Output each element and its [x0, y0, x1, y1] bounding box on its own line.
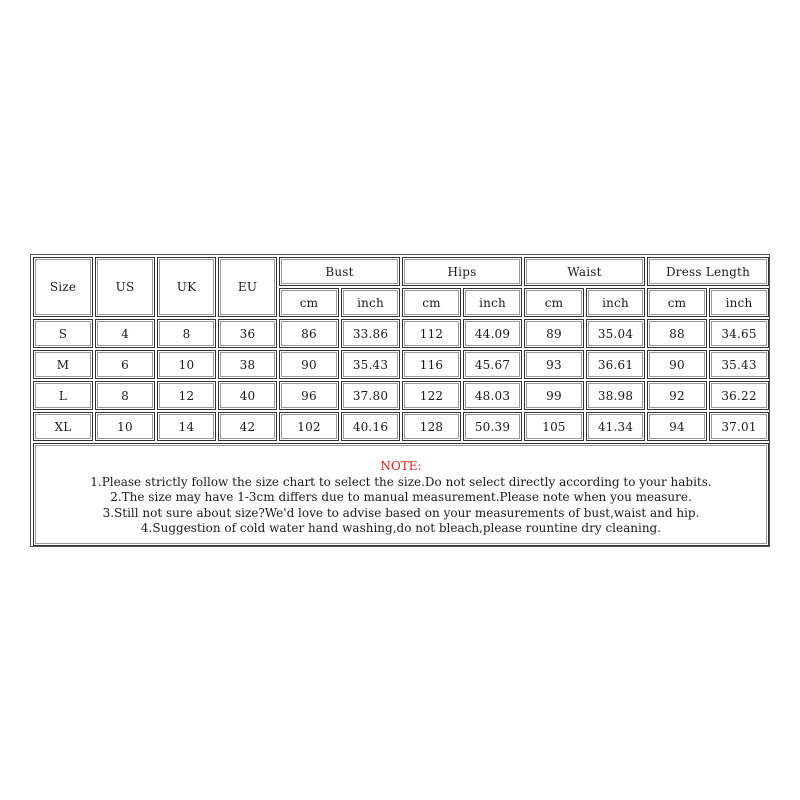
header-hips: Hips	[402, 257, 522, 286]
table-cell: 41.34	[586, 412, 645, 441]
header-size: Size	[33, 257, 93, 317]
table-cell: 89	[524, 319, 584, 348]
note-line-4: 4.Suggestion of cold water hand washing,do not bleach,please rountine dry cleaning.	[140, 521, 662, 535]
table-cell: 37.01	[709, 412, 769, 441]
unit-bust-inch: inch	[341, 288, 400, 317]
header-waist: Waist	[524, 257, 645, 286]
table-cell: 128	[402, 412, 461, 441]
table-cell: 36.22	[709, 381, 769, 410]
table-cell: 44.09	[463, 319, 522, 348]
table-cell: 48.03	[463, 381, 522, 410]
table-cell: 36.61	[586, 350, 645, 379]
table-cell: 50.39	[463, 412, 522, 441]
unit-hips-inch: inch	[463, 288, 522, 317]
table-cell: 90	[647, 350, 707, 379]
table-cell: 122	[402, 381, 461, 410]
table-cell: 12	[157, 381, 216, 410]
table-cell: 35.04	[586, 319, 645, 348]
table-cell: 10	[157, 350, 216, 379]
table-cell: 93	[524, 350, 584, 379]
table-cell: 40	[218, 381, 277, 410]
size-chart	[30, 254, 770, 547]
header-bust: Bust	[279, 257, 400, 286]
table-cell: XL	[33, 412, 93, 441]
unit-hips-cm: cm	[402, 288, 461, 317]
table-cell: 4	[95, 319, 155, 348]
table-cell: 92	[647, 381, 707, 410]
table-cell: 116	[402, 350, 461, 379]
table-cell: 10	[95, 412, 155, 441]
table-cell: 8	[95, 381, 155, 410]
table-cell: 35.43	[341, 350, 400, 379]
unit-dress-length-inch: inch	[709, 288, 769, 317]
table-cell: 94	[647, 412, 707, 441]
table-cell: 90	[279, 350, 339, 379]
table-cell: 8	[157, 319, 216, 348]
table-cell: 96	[279, 381, 339, 410]
table-cell: 99	[524, 381, 584, 410]
note-line-2: 2.The size may have 1-3cm differs due to manual measurement.Please note when you measure.	[110, 490, 692, 504]
note-line-3: 3.Still not sure about size?We'd love to advise based on your measurements of bust,waist and hip.	[102, 505, 700, 520]
notes-box	[33, 443, 769, 546]
note-title: NOTE:	[380, 459, 422, 473]
table-cell: 38	[218, 350, 277, 379]
table-cell: 14	[157, 412, 216, 441]
table-cell: 86	[279, 319, 339, 348]
table-cell: 40.16	[341, 412, 400, 441]
table-cell: 42	[218, 412, 277, 441]
table-cell: 38.98	[586, 381, 645, 410]
table-cell: 88	[647, 319, 707, 348]
table-cell: 35.43	[709, 350, 769, 379]
table-cell: 34.65	[709, 319, 769, 348]
table-cell: L	[33, 381, 93, 410]
header-us: US	[95, 257, 155, 317]
table-cell: 33.86	[341, 319, 400, 348]
table-cell: S	[33, 319, 93, 348]
note-line-1: 1.Please strictly follow the size chart to select the size.Do not select directly according to your habits.	[90, 474, 712, 489]
table-cell: M	[33, 350, 93, 379]
unit-waist-cm: cm	[524, 288, 584, 317]
unit-dress-length-cm: cm	[647, 288, 707, 317]
table-cell: 6	[95, 350, 155, 379]
size-chart-grid	[33, 257, 767, 544]
table-cell: 105	[524, 412, 584, 441]
header-dress-length: Dress Length	[647, 257, 769, 286]
table-cell: 45.67	[463, 350, 522, 379]
header-uk: UK	[157, 257, 216, 317]
table-cell: 112	[402, 319, 461, 348]
table-cell: 102	[279, 412, 339, 441]
table-cell: 36	[218, 319, 277, 348]
table-cell: 37.80	[341, 381, 400, 410]
unit-bust-cm: cm	[279, 288, 339, 317]
header-eu: EU	[218, 257, 277, 317]
unit-waist-inch: inch	[586, 288, 645, 317]
